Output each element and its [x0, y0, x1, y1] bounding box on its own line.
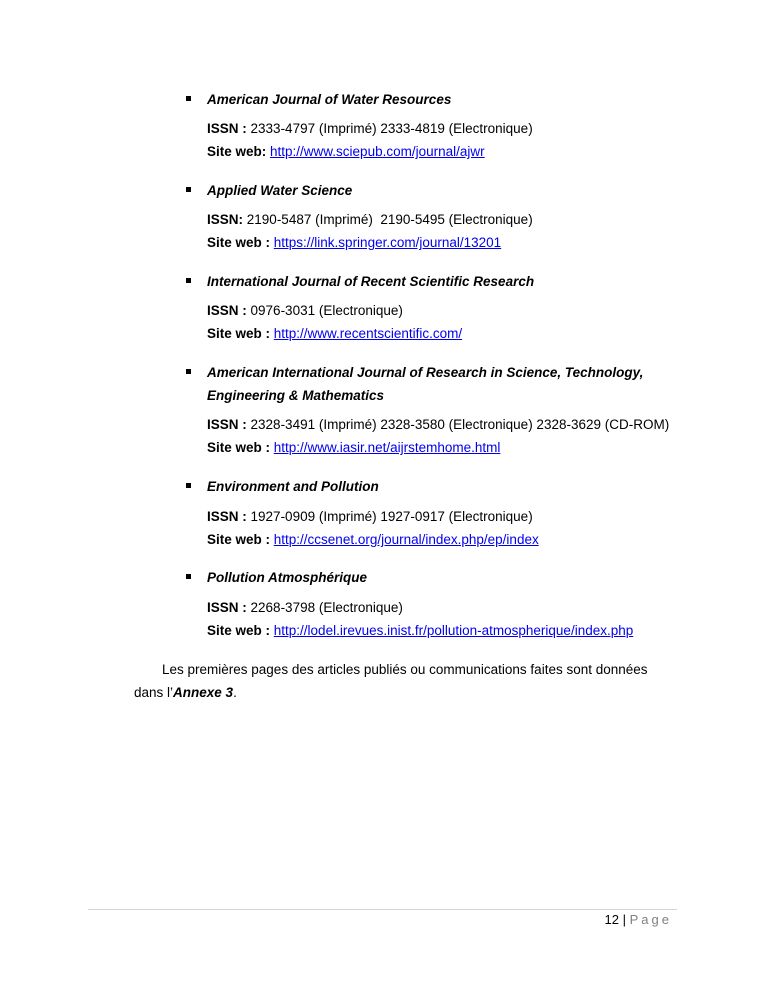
journal-link[interactable]: http://www.recentscientific.com/: [273, 326, 463, 341]
issn-value: 0976-3031 (Electronique): [250, 303, 403, 318]
site-line: [207, 142, 485, 162]
issn-line: [207, 598, 403, 618]
bullet-icon: [186, 96, 191, 101]
site-line: [207, 324, 462, 344]
issn-label: ISSN :: [207, 417, 247, 432]
journal-link[interactable]: http://ccsenet.org/journal/index.php/ep/index: [273, 532, 539, 547]
bullet-icon: [186, 369, 191, 374]
site-label: Site web :: [207, 623, 271, 638]
journal-title: American Journal of Water Resources: [207, 92, 452, 107]
closing-prefix: dans l’: [134, 685, 174, 700]
issn-label: ISSN :: [207, 303, 247, 318]
bullet-icon: [186, 278, 191, 283]
issn-label: ISSN :: [207, 509, 247, 524]
issn-value: 2333-4797 (Imprimé) 2333-4819 (Electronique): [250, 121, 533, 136]
page-footer: [605, 911, 672, 929]
issn-line: [207, 119, 533, 139]
issn-value: 2268-3798 (Electronique): [250, 600, 403, 615]
site-line: [207, 233, 501, 253]
issn-value: 2190-5487 (Imprimé) 2190-5495 (Electronique): [246, 212, 533, 227]
annex-reference: Annexe 3: [173, 685, 234, 700]
journal-link[interactable]: https://link.springer.com/journal/13201: [273, 235, 502, 250]
journal-title-line1: American International Journal of Research in Science, Technology,: [207, 365, 644, 380]
closing-line1: Les premières pages des articles publiés ou communications faites sont données: [162, 662, 648, 677]
journal-title: Pollution Atmosphérique: [207, 570, 367, 585]
issn-label: ISSN :: [207, 600, 247, 615]
journal-title: International Journal of Recent Scientific Research: [207, 274, 535, 289]
closing-line2: [134, 681, 674, 704]
site-line: [207, 621, 633, 641]
site-label: Site web :: [207, 440, 271, 455]
journal-link[interactable]: http://www.sciepub.com/journal/ajwr: [270, 144, 485, 159]
site-label: Site web :: [207, 326, 271, 341]
issn-line: [207, 210, 533, 230]
issn-line: [207, 415, 669, 435]
issn-value: 2328-3491 (Imprimé) 2328-3580 (Electronique) 2328-3629 (CD-ROM): [250, 417, 670, 432]
issn-value: 1927-0909 (Imprimé) 1927-0917 (Electronique): [250, 509, 533, 524]
journal-title: Environment and Pollution: [207, 479, 379, 494]
journal-link[interactable]: http://www.iasir.net/aijrstemhome.html: [273, 440, 501, 455]
page-label: Page: [629, 912, 672, 927]
bullet-icon: [186, 187, 191, 192]
closing-paragraph: [134, 658, 674, 704]
site-label: Site web :: [207, 532, 271, 547]
issn-line: [207, 301, 403, 321]
site-line: [207, 438, 500, 458]
issn-label: ISSN:: [207, 212, 244, 227]
bullet-icon: [186, 574, 191, 579]
closing-suffix: .: [233, 685, 237, 700]
bullet-icon: [186, 483, 191, 488]
site-label: Site web :: [207, 235, 271, 250]
journal-title: Applied Water Science: [207, 183, 353, 198]
issn-line: [207, 507, 533, 527]
page-number: 12: [604, 912, 619, 927]
site-label: Site web:: [207, 144, 267, 159]
page-separator: |: [622, 912, 626, 927]
site-line: [207, 530, 539, 550]
footer-divider: [88, 909, 677, 910]
journal-link[interactable]: http://lodel.irevues.inist.fr/pollution-atmospherique/index.php: [273, 623, 634, 638]
journal-title-line2: Engineering & Mathematics: [207, 388, 385, 403]
issn-label: ISSN :: [207, 121, 247, 136]
